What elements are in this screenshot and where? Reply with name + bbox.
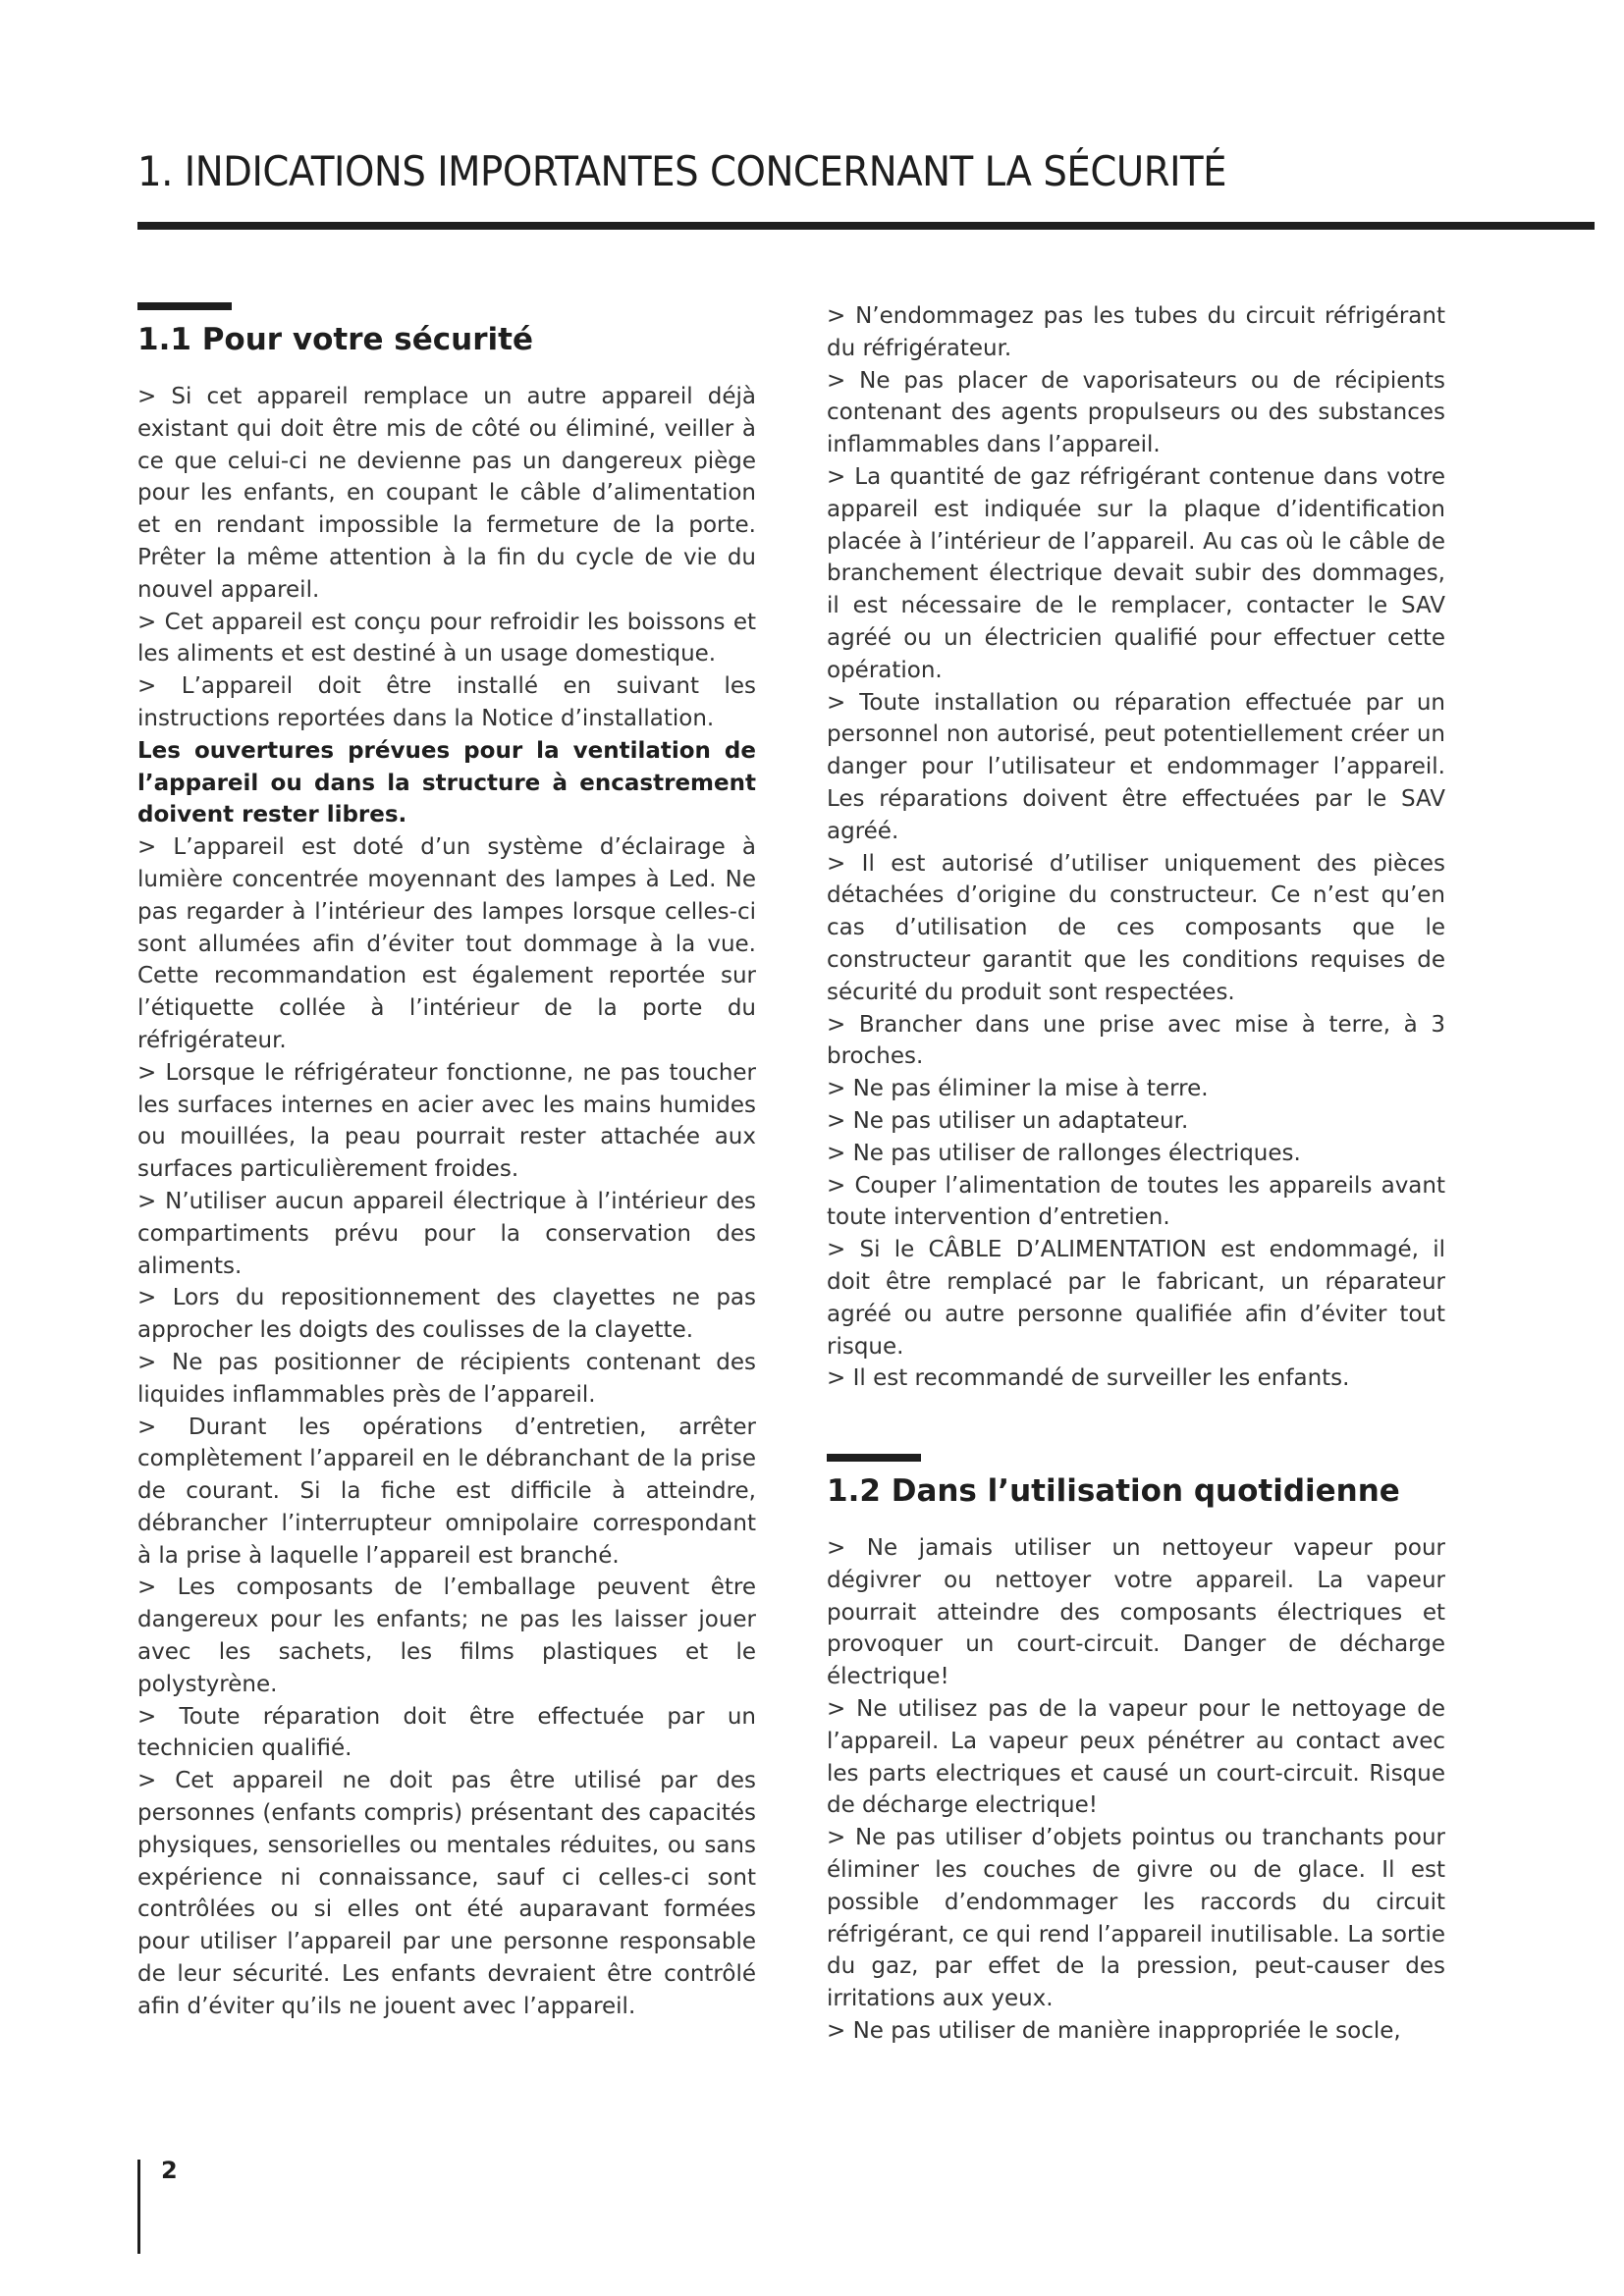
paragraph: > Ne pas utiliser de manière inappropriée le socle, — [827, 2018, 1401, 2045]
section-2 — [827, 1454, 1445, 2048]
paragraph: > Lors du repositionnement des clayettes ne pas approcher les doigts des coulisses de la clayette. — [137, 1285, 756, 1344]
paragraph: > Il est autorisé d’utiliser uniquement des pièces détachées d’origine du constructeur. Ce n’est qu’en cas d’utilisation de ces composants que le constructeur garantit que les conditions requises de sécurité du produit sont respectées. — [827, 850, 1445, 1005]
paragraph: > Il est recommandé de surveiller les enfants. — [827, 1365, 1350, 1392]
section-1-heading: 1.1 Pour votre sécurité — [137, 322, 533, 357]
paragraph: > Ne pas placer de vaporisateurs ou de récipients contenant des agents propulseurs ou des substances inflammables dans l’appareil. — [827, 367, 1445, 458]
right-column — [827, 300, 1445, 2048]
paragraph: > La quantité de gaz réfrigérant contenue dans votre appareil est indiquée sur la plaque d’identification placée à l’intérieur de l’appareil. Au cas où le câble de branchement électrique devait subir des dommages, il est nécessaire de le remplacer, contacter le SAV agréé ou un électricien qualifié pour effectuer cette opération. — [827, 463, 1445, 683]
section-2-bar — [827, 1454, 921, 1462]
page-number: 2 — [161, 2157, 178, 2184]
paragraph: > Ne pas éliminer la mise à terre. — [827, 1076, 1209, 1102]
paragraph: > Durant les opérations d’entretien, arrêter complètement l’appareil en le débranchant de la prise de courant. Si la fiche est difficile à atteindre, débrancher l’interrupteur omnipolaire correspondant à la prise à laquelle l’appareil est branché. — [137, 1414, 756, 1569]
section-2-heading: 1.2 Dans l’utilisation quotidienne — [827, 1473, 1400, 1510]
paragraph: > N’utiliser aucun appareil électrique à l’intérieur des compartiments prévu pour la conservation des aliments. — [137, 1188, 756, 1279]
paragraph: > Si cet appareil remplace un autre appareil déjà existant qui doit être mis de côté ou éliminé, veiller à ce que celui-ci ne devienne pas un dangereux piège pour les enfants, en coupant le câble d’alimentation et en rendant impossible la fermeture de la porte. Prêter la même attention à la fin du cycle de vie du nouvel appareil. — [137, 384, 756, 603]
ventilation-warning: Les ouvertures prévues pour la ventilation de l’appareil ou dans la structure à encastrement doivent rester libres. — [137, 737, 756, 828]
paragraph: > Toute installation ou réparation effectuée par un personnel non autorisé, peut potentiellement créer un danger pour l’utilisateur et endommager l’appareil. Les réparations doivent être effectuées par le SAV agréé. — [827, 689, 1445, 844]
paragraph: > Les composants de l’emballage peuvent être dangereux pour les enfants; ne pas les laisser jouer avec les sachets, les films plastiques et le polystyrène. — [137, 1575, 756, 1697]
paragraph: > Toute réparation doit être effectuée par un technicien qualifié. — [137, 1703, 756, 1762]
paragraph: > Cet appareil ne doit pas être utilisé par des personnes (enfants compris) présentant des capacités physiques, sensorielles ou mentales réduites, ou sans expérience ni connaissance, sauf ci celles-ci sont contrôlées ou si elles ont été auparavant formées pour utiliser l’appareil par une personne responsable de leur sécurité. Les enfants devraient être contrôlé afin d’éviter qu’ils ne jouent avec l’appareil. — [137, 1768, 756, 2019]
paragraph: > Ne pas positionner de récipients contenant des liquides inflammables près de l’appareil. — [137, 1349, 756, 1408]
paragraph: > Ne pas utiliser un adaptateur. — [827, 1107, 1189, 1134]
paragraph: > Ne pas utiliser d’objets pointus ou tranchants pour éliminer les couches de givre ou de glace. Il est possible d’endommager les raccords du circuit réfrigérant, ce qui rend l’appareil inutilisable. La sortie du gaz, par effet de la pression, peut-causer des irritations aux yeux. — [827, 1825, 1445, 2012]
page-number-rule — [137, 2160, 140, 2254]
left-column — [137, 302, 756, 2023]
paragraph: > Couper l’alimentation de toutes les appareils avant toute intervention d’entretien. — [827, 1172, 1445, 1231]
paragraph: > Lorsque le réfrigérateur fonctionne, ne pas toucher les surfaces internes en acier avec les mains humides ou mouillées, la peau pourrait rester attachée aux surfaces particulièrement froides. — [137, 1059, 756, 1183]
page-title: 1. INDICATIONS IMPORTANTES CONCERNANT LA SÉCURITÉ — [137, 147, 1227, 195]
paragraph: > Ne utilisez pas de la vapeur pour le nettoyage de l’appareil. La vapeur peux pénétrer au contact avec les parts electriques et causé un court-circuit. Risque de décharge electrique! — [827, 1696, 1445, 1819]
paragraph: > N’endommagez pas les tubes du circuit réfrigérant du réfrigérateur. — [827, 303, 1445, 361]
paragraph: > Ne jamais utiliser un nettoyeur vapeur pour dégivrer ou nettoyer votre appareil. La vapeur pourrait atteindre des composants électriques et provoquer un court-circuit. Danger de décharge électrique! — [827, 1535, 1445, 1690]
title-rule — [137, 222, 1595, 230]
paragraph: > Si le CÂBLE D’ALIMENTATION est endommagé, il doit être remplacé par le fabricant, un réparateur agréé ou autre personne qualifiée afin d’éviter tout risque. — [827, 1237, 1445, 1360]
paragraph: > L’appareil doit être installé en suivant les instructions reportées dans la Notice d’installation. — [137, 673, 756, 731]
section-1-bar — [137, 302, 232, 310]
paragraph: > Brancher dans une prise avec mise à terre, à 3 broches. — [827, 1011, 1445, 1070]
paragraph: > Cet appareil est conçu pour refroidir les boissons et les aliments et est destiné à un usage domestique. — [137, 609, 756, 667]
paragraph: > L’appareil est doté d’un système d’éclairage à lumière concentrée moyennant des lampes à Led. Ne pas regarder à l’intérieur des lampes lorsque celles-ci sont allumées afin d’éviter tout dommage à la vue. Cette recommandation est également reportée sur l’étiquette collée à l’intérieur de la porte du réfrigérateur. — [137, 834, 756, 1053]
paragraph: > Ne pas utiliser de rallonges électriques. — [827, 1140, 1301, 1166]
